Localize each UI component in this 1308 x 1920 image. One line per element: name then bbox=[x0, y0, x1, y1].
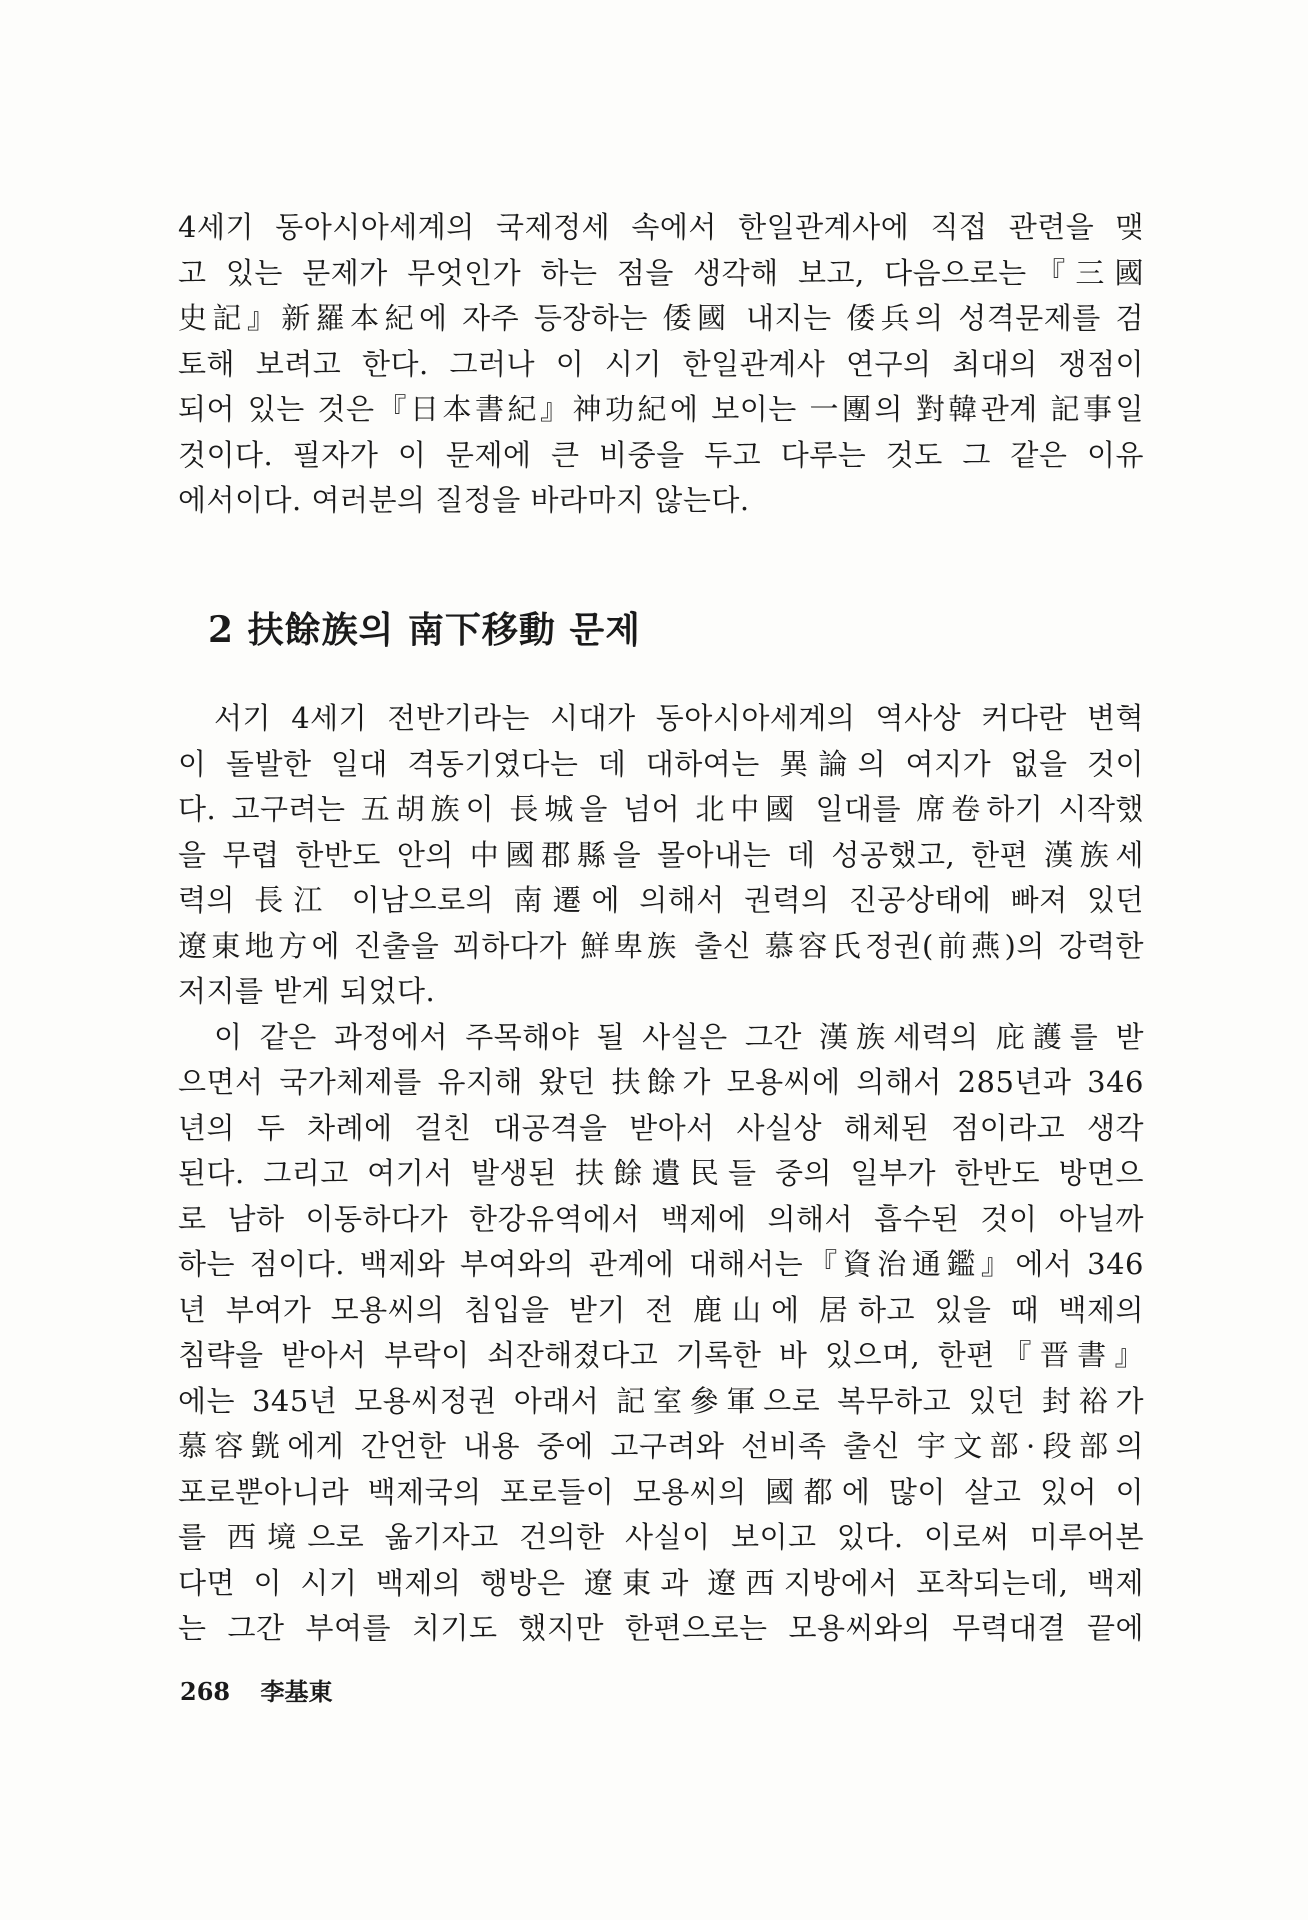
text-line: 서기 4세기 전반기라는 시대가 동아시아세계의 역사상 커다란 변혁 bbox=[214, 701, 1144, 735]
text-line: 저지를 받게 되었다. bbox=[178, 974, 436, 1008]
text-line: 것이다. 필자가 이 문제에 큰 비중을 두고 다루는 것도 그 같은 이유 bbox=[178, 437, 1144, 472]
text-line: 에서이다. 여러분의 질정을 바라마지 않는다. bbox=[178, 483, 750, 517]
author-name: 李基東 bbox=[260, 1677, 333, 1706]
intro-paragraph bbox=[178, 205, 1144, 524]
section-heading: 2 扶餘族의 南下移動 문제 bbox=[208, 609, 641, 651]
text-line: 다면 이 시기 백제의 행방은 遼東과 遼西지방에서 포착되는데, 백제 bbox=[178, 1565, 1144, 1600]
body-paragraphs bbox=[178, 696, 1144, 1652]
text-line: 침략을 받아서 부락이 쇠잔해졌다고 기록한 바 있으며, 한편『晋書』 bbox=[178, 1338, 1144, 1372]
text-line: 遼東地方에 진출을 꾀하다가 鮮卑族 출신 慕容氏정권(前燕)의 강력한 bbox=[178, 928, 1144, 963]
page-footer bbox=[180, 1672, 332, 1707]
text-line: 慕容皝에게 간언한 내용 중에 고구려와 선비족 출신 宇文部·段部의 bbox=[178, 1429, 1144, 1463]
text-line: 는 그간 부여를 치기도 했지만 한편으로는 모용씨와의 무력대결 끝에 bbox=[178, 1611, 1144, 1645]
text-line: 을 무렵 한반도 안의 中國郡縣을 몰아내는 데 성공했고, 한편 漢族세 bbox=[178, 837, 1144, 872]
text-line: 이 돌발한 일대 격동기였다는 데 대하여는 異論의 여지가 없을 것이 bbox=[178, 746, 1144, 781]
text-line: 다. 고구려는 五胡族이 長城을 넘어 北中國 일대를 席卷하기 시작했 bbox=[178, 792, 1144, 826]
text-line: 으면서 국가체제를 유지해 왔던 扶餘가 모용씨에 의해서 285년과 346 bbox=[178, 1065, 1144, 1099]
page-number: 268 bbox=[180, 1677, 231, 1706]
text-line: 로 남하 이동하다가 한강유역에서 백제에 의해서 흡수된 것이 아닐까 bbox=[178, 1201, 1144, 1236]
text-line: 에는 345년 모용씨정권 아래서 記室參軍으로 복무하고 있던 封裕가 bbox=[178, 1383, 1144, 1418]
text-line: 되어 있는 것은『日本書紀』神功紀에 보이는 一團의 對韓관계 記事일 bbox=[178, 392, 1144, 426]
text-line: 년 부여가 모용씨의 침입을 받기 전 鹿山에 居하고 있을 때 백제의 bbox=[178, 1292, 1144, 1327]
text-line: 하는 점이다. 백제와 부여와의 관계에 대해서는『資治通鑑』에서 346 bbox=[178, 1247, 1144, 1281]
text-line: 력의 長江 이남으로의 南遷에 의해서 권력의 진공상태에 빠져 있던 bbox=[178, 883, 1144, 917]
text-line: 포로뿐아니라 백제국의 포로들이 모용씨의 國都에 많이 살고 있어 이 bbox=[178, 1474, 1144, 1509]
text-line: 고 있는 문제가 무엇인가 하는 점을 생각해 보고, 다음으로는『三國 bbox=[178, 255, 1144, 290]
text-line: 이 같은 과정에서 주목해야 될 사실은 그간 漢族세력의 庇護를 받 bbox=[214, 1019, 1144, 1054]
text-line: 4세기 동아시아세계의 국제정세 속에서 한일관계사에 직접 관련을 맺 bbox=[178, 210, 1144, 244]
text-line: 년의 두 차례에 걸친 대공격을 받아서 사실상 해체된 점이라고 생각 bbox=[178, 1110, 1144, 1145]
text-line: 史記』新羅本紀에 자주 등장하는 倭國 내지는 倭兵의 성격문제를 검 bbox=[178, 301, 1144, 335]
text-line: 를 西境으로 옮기자고 건의한 사실이 보이고 있다. 이로써 미루어본 bbox=[178, 1520, 1144, 1554]
text-line: 토해 보려고 한다. 그러나 이 시기 한일관계사 연구의 최대의 쟁점이 bbox=[178, 346, 1144, 381]
text-line: 된다. 그리고 여기서 발생된 扶餘遺民들 중의 일부가 한반도 방면으 bbox=[178, 1156, 1144, 1190]
